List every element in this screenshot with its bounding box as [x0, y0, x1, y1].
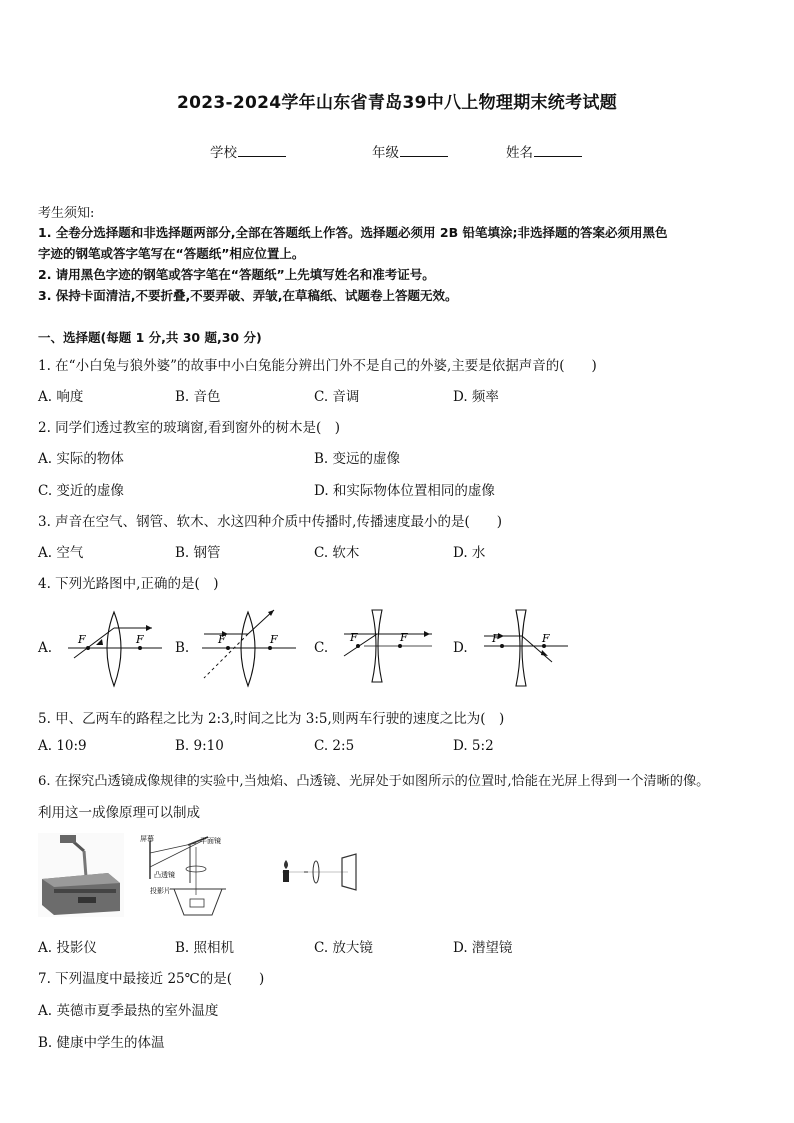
q5-option-b[interactable]: B. 9:10 — [175, 738, 224, 754]
q3-option-d[interactable]: D. 水 — [453, 545, 486, 561]
question-3-stem: 3. 声音在空气、钢管、软木、水这四种介质中传播时,传播速度最小的是( ) — [38, 514, 502, 530]
fig-a-focus-right: F — [136, 633, 144, 646]
figure-a-convex-lens-diagram — [66, 610, 166, 690]
question-4-stem: 4. 下列光路图中,正确的是( ) — [38, 576, 219, 592]
grade-blank[interactable] — [400, 144, 448, 157]
q6-option-a[interactable]: A. 投影仪 — [38, 940, 97, 956]
q6-option-d[interactable]: D. 潜望镜 — [453, 940, 513, 956]
projector-schematic — [140, 833, 235, 917]
schematic-label-lens: 凸透镜 — [154, 871, 175, 879]
section-heading: 一、选择题(每题 1 分,共 30 题,30 分) — [38, 330, 262, 345]
fig-d-focus-right: F — [542, 632, 550, 645]
q4-option-c[interactable]: C. — [314, 640, 329, 656]
q6-option-c[interactable]: C. 放大镜 — [314, 940, 373, 956]
schematic-label-mirror: 平面镜 — [200, 837, 221, 845]
q1-option-c[interactable]: C. 音调 — [314, 389, 360, 405]
fig-c-focus-left: F — [350, 631, 358, 644]
q4-option-a[interactable]: A. — [38, 640, 53, 656]
school-label: 学校 — [210, 145, 237, 161]
q3-option-a[interactable]: A. 空气 — [38, 545, 84, 561]
school-field[interactable] — [210, 141, 286, 161]
question-5-stem: 5. 甲、乙两车的路程之比为 2:3,时间之比为 3:5,则两车行驶的速度之比为( ) — [38, 711, 505, 727]
question-2-stem: 2. 同学们透过教室的玻璃窗,看到窗外的树木是( ) — [38, 420, 340, 436]
school-blank[interactable] — [238, 144, 286, 157]
q3-option-b[interactable]: B. 钢管 — [175, 545, 221, 561]
figure-b-convex-lens-diagram — [200, 608, 300, 690]
figure-d-concave-lens-diagram — [482, 608, 572, 690]
q7-option-b[interactable]: B. 健康中学生的体温 — [38, 1035, 165, 1051]
q5-option-c[interactable]: C. 2:5 — [314, 738, 355, 754]
q4-option-b[interactable]: B. — [175, 640, 190, 656]
fig-b-focus-left: F — [218, 633, 226, 646]
q2-option-a[interactable]: A. 实际的物体 — [38, 451, 124, 467]
q6-option-b[interactable]: B. 照相机 — [175, 940, 235, 956]
question-6-stem-cont: 利用这一成像原理可以制成 — [38, 805, 200, 821]
q2-option-d[interactable]: D. 和实际物体位置相同的虚像 — [314, 483, 495, 499]
grade-label: 年级 — [372, 145, 399, 161]
q7-option-a[interactable]: A. 英德市夏季最热的室外温度 — [38, 1003, 219, 1019]
q1-option-d[interactable]: D. 频率 — [453, 389, 499, 405]
fig-c-focus-right: F — [400, 631, 408, 644]
page-title: 2023-2024学年山东省青岛39中八上物理期末统考试题 — [176, 93, 618, 113]
projector-photo — [38, 833, 124, 917]
notice-item-3: 3. 保持卡面清洁,不要折叠,不要弄破、弄皱,在草稿纸、试题卷上答题无效。 — [38, 288, 458, 303]
candle-lens-screen-setup — [278, 852, 363, 892]
fig-b-focus-right: F — [270, 633, 278, 646]
question-7-stem: 7. 下列温度中最接近 25℃的是( ) — [38, 971, 265, 987]
question-1-stem: 1. 在“小白兔与狼外婆”的故事中小白兔能分辨出门外不是自己的外婆,主要是依据声音的( ) — [38, 358, 597, 374]
q3-option-c[interactable]: C. 软木 — [314, 545, 360, 561]
name-field[interactable] — [506, 141, 582, 161]
notice-item-2: 2. 请用黑色字迹的钢笔或答字笔在“答题纸”上先填写姓名和准考证号。 — [38, 267, 435, 282]
question-6-stem: 6. 在探究凸透镜成像规律的实验中,当烛焰、凸透镜、光屏处于如图所示的位置时,恰能在光屏上得到一个清晰的像。 — [38, 774, 710, 789]
q1-option-b[interactable]: B. 音色 — [175, 389, 221, 405]
q5-option-a[interactable]: A. 10:9 — [38, 738, 87, 754]
q5-option-d[interactable]: D. 5:2 — [453, 738, 494, 754]
schematic-label-screen: 屏幕 — [140, 835, 154, 843]
name-blank[interactable] — [534, 144, 582, 157]
q2-option-b[interactable]: B. 变远的虚像 — [314, 451, 401, 467]
name-label: 姓名 — [506, 145, 533, 161]
grade-field[interactable] — [372, 141, 448, 161]
notice-item-1: 1. 全卷分选择题和非选择题两部分,全部在答题纸上作答。选择题必须用 2B 铅笔填涂;非选择题的答案必须用黑色 — [38, 225, 668, 240]
fig-a-focus-left: F — [78, 633, 86, 646]
q4-option-d[interactable]: D. — [453, 640, 468, 656]
schematic-label-slide: 投影片 — [150, 887, 171, 895]
notice-item-1b: 字迹的钢笔或答字笔写在“答题纸”相应位置上。 — [38, 246, 305, 261]
notice-heading: 考生须知: — [38, 206, 95, 221]
q2-option-c[interactable]: C. 变近的虚像 — [38, 483, 124, 499]
q1-option-a[interactable]: A. 响度 — [38, 389, 84, 405]
figure-c-concave-lens-diagram — [342, 608, 437, 688]
fig-d-focus-left: F — [492, 632, 500, 645]
